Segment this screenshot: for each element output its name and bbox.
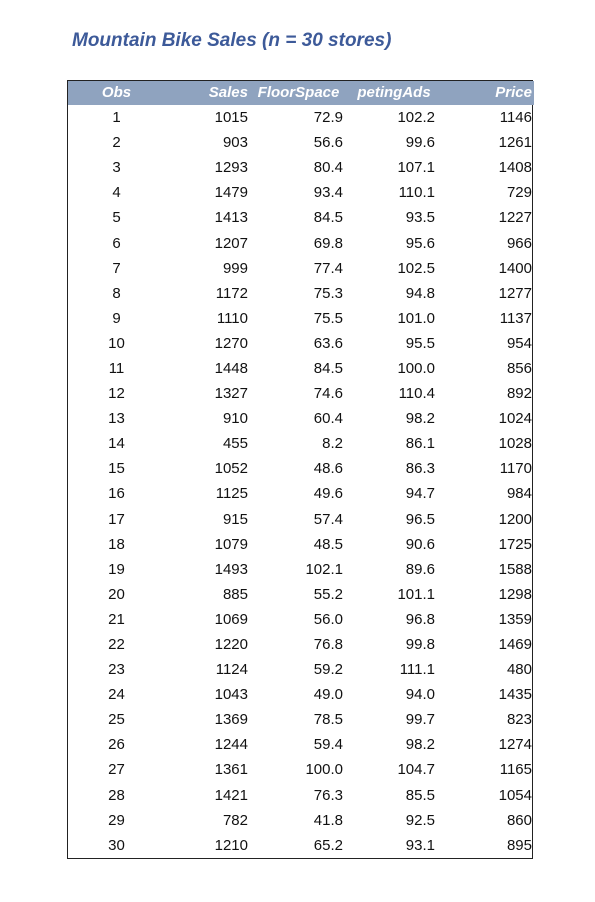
table-row [68,130,534,155]
cell-sales: 1448 [214,359,248,377]
cell-competingads: 110.1 [398,184,435,202]
cell-price: 1277 [498,284,532,302]
cell-competingads: 99.8 [405,636,435,654]
cell-sales: 903 [222,134,248,152]
table-row [68,657,534,682]
cell-sales: 999 [222,259,248,277]
cell-price: 892 [506,385,532,403]
cell-floorspace: 59.4 [313,736,343,754]
cell-competingads: 94.7 [405,485,435,503]
cell-price: 1054 [498,786,532,804]
cell-competingads: 102.5 [397,259,435,277]
cell-floorspace: 100.0 [305,761,343,779]
cell-price: 984 [506,485,532,503]
table-row [68,757,534,782]
cell-competingads: 102.2 [397,109,435,127]
column-header-price: Price [495,84,532,101]
table-row [68,808,534,833]
cell-price: 1261 [498,134,532,152]
table-row [68,281,534,306]
cell-price: 1588 [498,560,532,578]
table-row [68,632,534,657]
cell-floorspace: 59.2 [313,661,343,679]
table-row [68,607,534,632]
cell-obs: 6 [112,234,121,252]
cell-price: 1408 [498,159,532,177]
cell-floorspace: 84.5 [313,359,343,377]
cell-sales: 885 [222,585,248,603]
cell-obs: 1 [112,109,121,127]
cell-price: 895 [506,836,532,854]
cell-price: 1200 [498,510,532,528]
cell-price: 1400 [498,259,532,277]
cell-competingads: 86.1 [405,435,435,453]
cell-floorspace: 80.4 [313,159,343,177]
cell-competingads: 99.7 [405,711,435,729]
column-header-sales: Sales [208,84,248,101]
cell-sales: 1210 [214,836,248,854]
cell-floorspace: 56.0 [313,610,343,628]
cell-sales: 1052 [214,460,248,478]
cell-competingads: 98.2 [405,736,435,754]
table-header-row [68,81,534,105]
cell-floorspace: 74.6 [313,385,343,403]
cell-sales: 1124 [215,661,248,679]
cell-competingads: 104.7 [397,761,435,779]
cell-competingads: 90.6 [405,535,435,553]
cell-price: 1170 [499,460,532,478]
cell-competingads: 89.6 [405,560,435,578]
cell-obs: 24 [108,686,125,704]
table-row [68,381,534,406]
cell-competingads: 101.1 [397,585,435,603]
cell-obs: 30 [108,836,125,854]
table-row [68,105,534,130]
table-row [68,582,534,607]
cell-price: 1274 [498,736,532,754]
cell-obs: 4 [112,184,121,202]
table-row [68,306,534,331]
cell-obs: 14 [108,435,125,453]
cell-competingads: 98.2 [405,410,435,428]
cell-floorspace: 93.4 [313,184,343,202]
cell-sales: 1493 [214,560,248,578]
cell-price: 1227 [498,209,532,227]
table-row [68,507,534,532]
cell-competingads: 92.5 [405,811,435,829]
cell-competingads: 95.5 [405,334,435,352]
column-header-obs: Obs [101,84,132,101]
data-table [67,80,533,859]
cell-floorspace: 49.0 [313,686,343,704]
cell-sales: 1413 [214,209,248,227]
cell-floorspace: 75.5 [313,309,343,327]
cell-sales: 1172 [215,284,248,302]
cell-competingads: 101.0 [397,309,435,327]
table-row [68,456,534,481]
cell-price: 729 [506,184,532,202]
cell-obs: 22 [108,636,125,654]
cell-obs: 19 [108,560,125,578]
column-header-floorspace: FloorSpace [257,84,340,101]
cell-sales: 1327 [214,385,248,403]
cell-obs: 17 [108,510,125,528]
cell-floorspace: 69.8 [313,234,343,252]
cell-competingads: 94.8 [405,284,435,302]
cell-obs: 11 [108,359,125,377]
cell-obs: 26 [108,736,125,754]
cell-price: 1028 [498,435,532,453]
cell-sales: 1361 [214,761,248,779]
table-row [68,155,534,180]
cell-floorspace: 65.2 [313,836,343,854]
table-row [68,707,534,732]
cell-competingads: 111.1 [399,661,435,679]
cell-floorspace: 41.8 [313,811,343,829]
cell-obs: 2 [112,134,121,152]
cell-price: 954 [506,334,532,352]
cell-competingads: 85.5 [405,786,435,804]
cell-obs: 7 [112,259,121,277]
cell-floorspace: 84.5 [313,209,343,227]
cell-obs: 8 [112,284,121,302]
cell-competingads: 96.8 [405,610,435,628]
cell-competingads: 110.4 [398,385,435,403]
cell-obs: 9 [112,309,121,327]
cell-price: 1165 [499,761,532,779]
cell-price: 480 [506,661,532,679]
cell-price: 823 [506,711,532,729]
cell-floorspace: 60.4 [313,410,343,428]
cell-sales: 1244 [214,736,248,754]
cell-floorspace: 48.6 [313,460,343,478]
table-row [68,256,534,281]
cell-obs: 28 [108,786,125,804]
cell-floorspace: 49.6 [313,485,343,503]
cell-obs: 12 [108,385,125,403]
cell-price: 1359 [498,610,532,628]
cell-sales: 915 [222,510,248,528]
cell-obs: 20 [108,585,125,603]
cell-sales: 1479 [214,184,248,202]
cell-obs: 13 [108,410,125,428]
cell-obs: 10 [108,334,125,352]
cell-price: 856 [506,359,532,377]
cell-floorspace: 63.6 [313,334,343,352]
cell-floorspace: 57.4 [313,510,343,528]
cell-sales: 1015 [214,109,248,127]
cell-price: 1435 [498,686,532,704]
cell-floorspace: 76.8 [313,636,343,654]
cell-sales: 1220 [214,636,248,654]
cell-floorspace: 48.5 [313,535,343,553]
table-row [68,732,534,757]
cell-sales: 455 [222,435,248,453]
cell-competingads: 95.6 [405,234,435,252]
table-body [68,105,534,858]
cell-price: 966 [506,234,532,252]
table-row [68,230,534,255]
table-row [68,682,534,707]
table-row [68,180,534,205]
cell-sales: 1043 [214,686,248,704]
table-row [68,331,534,356]
cell-obs: 23 [108,661,125,679]
cell-price: 860 [506,811,532,829]
cell-floorspace: 75.3 [313,284,343,302]
cell-sales: 1069 [214,610,248,628]
cell-price: 1725 [498,535,532,553]
cell-obs: 21 [108,610,125,628]
cell-sales: 1421 [214,786,248,804]
cell-sales: 1270 [214,334,248,352]
cell-competingads: 94.0 [405,686,435,704]
cell-sales: 782 [222,811,248,829]
cell-floorspace: 77.4 [313,259,343,277]
page-title: Mountain Bike Sales (n = 30 stores) [72,30,392,51]
cell-obs: 3 [112,159,121,177]
cell-obs: 18 [108,535,125,553]
table-row [68,406,534,431]
cell-sales: 1079 [214,535,248,553]
cell-floorspace: 102.1 [305,560,343,578]
table-row [68,431,534,456]
cell-sales: 1125 [215,485,248,503]
cell-competingads: 93.1 [405,836,435,854]
cell-floorspace: 72.9 [313,109,343,127]
cell-price: 1469 [498,636,532,654]
cell-floorspace: 76.3 [313,786,343,804]
cell-floorspace: 56.6 [313,134,343,152]
cell-sales: 1207 [214,234,248,252]
cell-price: 1146 [499,109,532,127]
cell-sales: 1369 [214,711,248,729]
column-header-competingads: petingAds [357,84,431,101]
table-row [68,833,534,858]
cell-competingads: 93.5 [405,209,435,227]
table-row [68,557,534,582]
table-row [68,205,534,230]
cell-competingads: 86.3 [405,460,435,478]
cell-sales: 1293 [214,159,248,177]
cell-price: 1024 [498,410,532,428]
cell-obs: 25 [108,711,125,729]
cell-obs: 5 [112,209,121,227]
cell-sales: 1110 [216,309,248,327]
cell-obs: 27 [108,761,125,779]
table-row [68,532,534,557]
cell-obs: 16 [108,485,125,503]
cell-obs: 15 [108,460,125,478]
table-row [68,783,534,808]
cell-floorspace: 55.2 [313,585,343,603]
cell-price: 1137 [499,309,532,327]
cell-competingads: 99.6 [405,134,435,152]
cell-competingads: 100.0 [397,359,435,377]
cell-obs: 29 [108,811,125,829]
cell-competingads: 96.5 [405,510,435,528]
cell-sales: 910 [222,410,248,428]
table-row [68,356,534,381]
cell-floorspace: 78.5 [313,711,343,729]
table-row [68,481,534,506]
cell-floorspace: 8.2 [322,435,343,453]
cell-competingads: 107.1 [397,159,435,177]
cell-price: 1298 [498,585,532,603]
